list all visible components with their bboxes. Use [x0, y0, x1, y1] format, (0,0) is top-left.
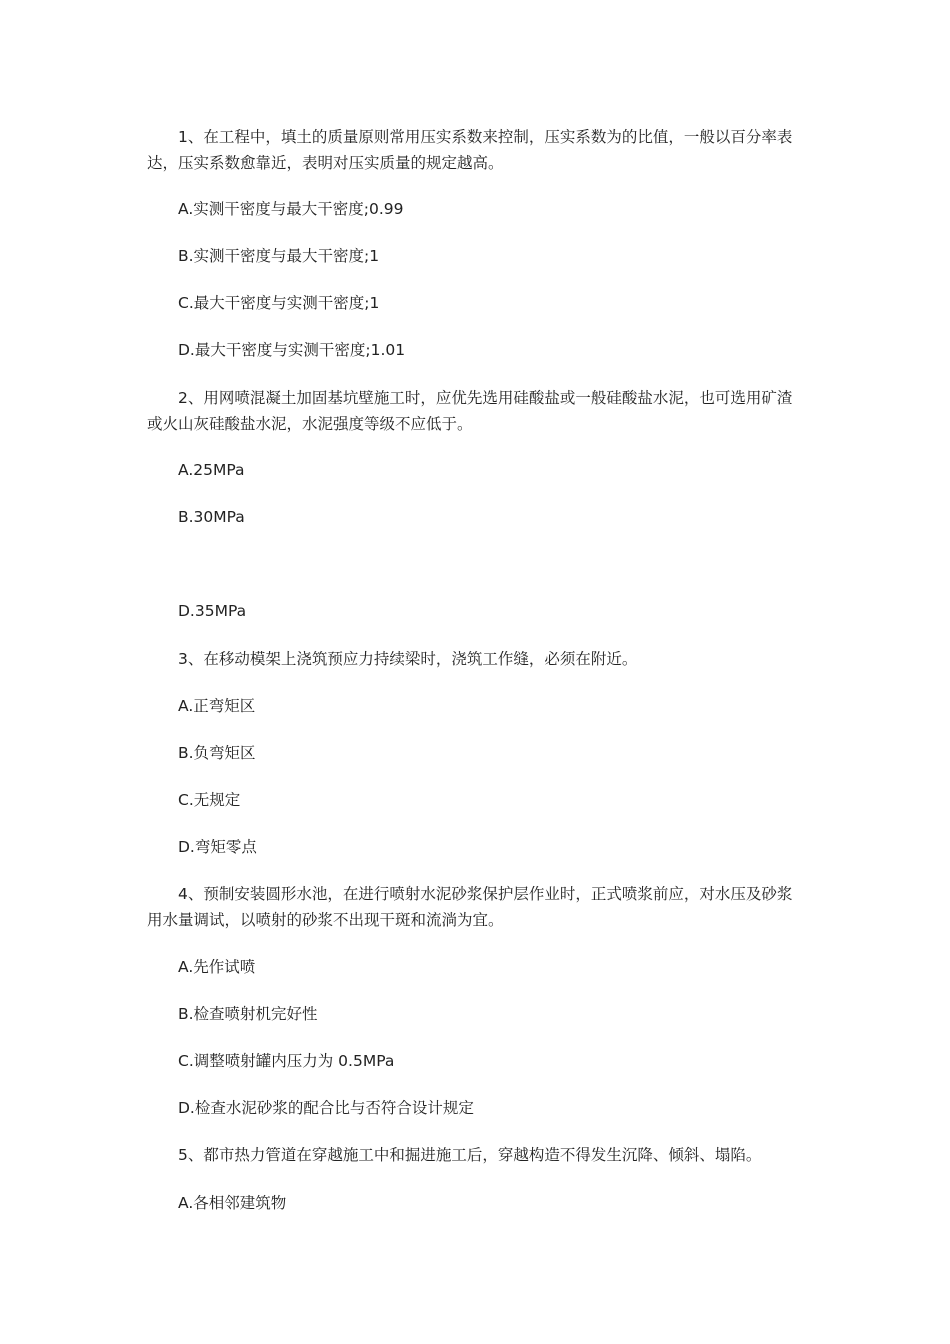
question-4-option-a: A.先作试喷: [178, 958, 256, 976]
question-4-option-b: B.检查喷射机完好性: [178, 1005, 318, 1023]
question-4-option-d: D.检查水泥砂浆的配合比与否符合设计规定: [178, 1099, 474, 1117]
question-2-option-d: D.35MPa: [178, 602, 247, 620]
question-5-option-a: A.各相邻建筑物: [178, 1194, 287, 1212]
question-1-stem: 1、在工程中，填土的质量原则常用压实系数来控制，压实系数为的比值，一般以百分率表达，压实系数愈靠近，表明对压实质量的规定越高。: [147, 128, 793, 172]
question-4-option-c: C.调整喷射罐内压力为 0.5MPa: [178, 1052, 395, 1070]
question-4-stem: 4、预制安装圆形水池，在进行喷射水泥砂浆保护层作业时，正式喷浆前应，对水压及砂浆用水量调试，以喷射的砂浆不出现干斑和流淌为宜。: [147, 885, 793, 929]
question-3-stem: 3、在移动模架上浇筑预应力持续梁时，浇筑工作缝，必须在附近。: [178, 650, 638, 668]
question-3-option-d: D.弯矩零点: [178, 838, 257, 856]
question-1-option-c: C.最大干密度与实测干密度;1: [178, 294, 380, 312]
question-2-option-a: A.25MPa: [178, 461, 245, 479]
question-1-option-b: B.实测干密度与最大干密度;1: [178, 247, 380, 265]
question-3-option-a: A.正弯矩区: [178, 697, 256, 715]
question-5-stem: 5、都市热力管道在穿越施工中和掘进施工后，穿越构造不得发生沉降、倾斜、塌陷。: [178, 1146, 762, 1164]
question-2-option-b: B.30MPa: [178, 508, 245, 526]
question-3-option-b: B.负弯矩区: [178, 744, 256, 762]
question-3-option-c: C.无规定: [178, 791, 241, 809]
question-1-option-d: D.最大干密度与实测干密度;1.01: [178, 341, 406, 359]
question-2-stem: 2、用网喷混凝土加固基坑壁施工时，应优先选用硅酸盐或一般硅酸盐水泥，也可选用矿渣或火山灰硅酸盐水泥，水泥强度等级不应低于。: [147, 389, 793, 433]
question-1-option-a: A.实测干密度与最大干密度;0.99: [178, 200, 404, 218]
